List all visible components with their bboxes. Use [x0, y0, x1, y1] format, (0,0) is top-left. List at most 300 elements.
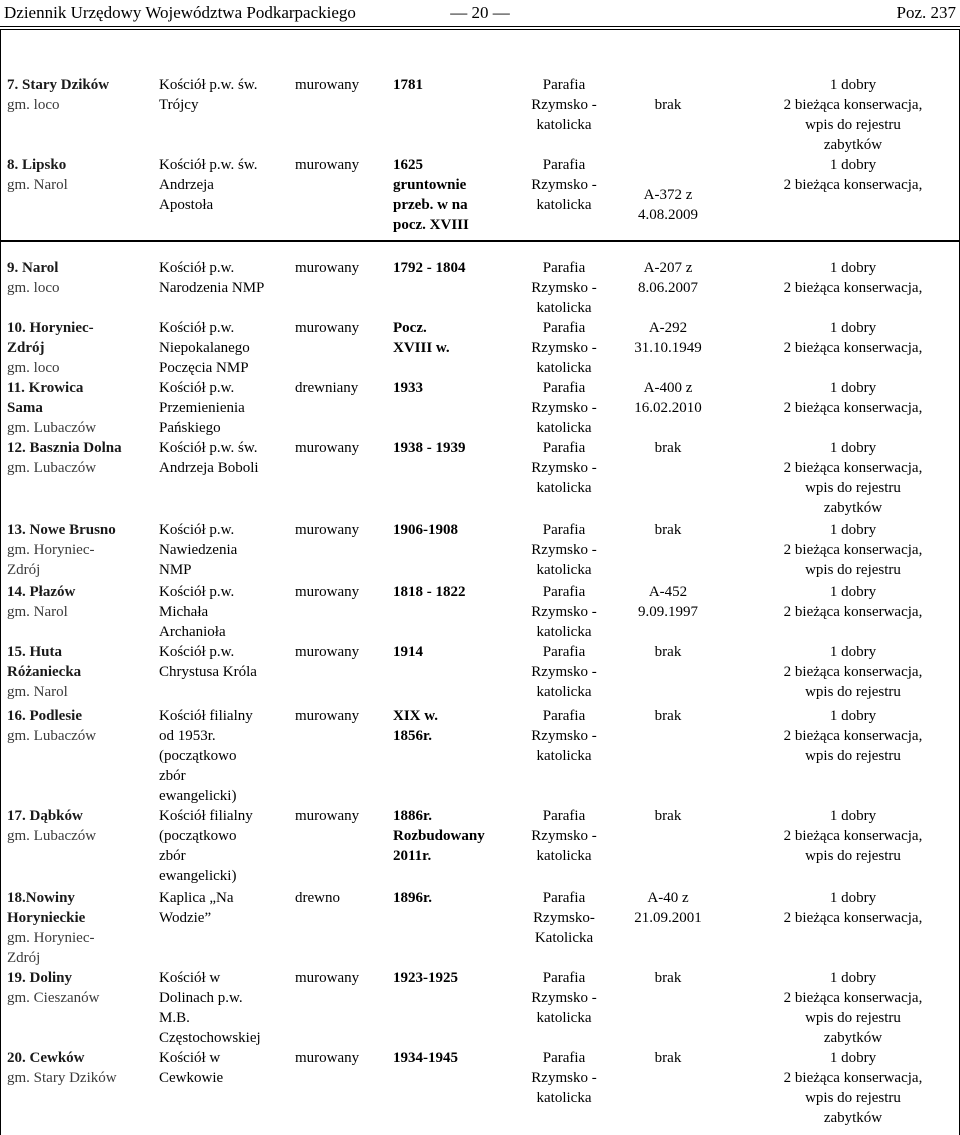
construction-date-line: 2011r. — [393, 848, 432, 864]
owner-line: Parafia — [542, 320, 586, 336]
condition — [747, 1048, 959, 1128]
gmina-name-line: Zdrój — [7, 562, 41, 578]
place-name — [7, 378, 83, 418]
construction-date-line: pocz. XVIII — [393, 217, 469, 233]
condition — [747, 520, 959, 580]
construction-date — [393, 258, 466, 278]
object-name-line: Kościół p.w. — [159, 522, 235, 538]
condition-line: 2 bieżąca konserwacja, — [783, 910, 923, 926]
object-name-line: Przemienienia — [159, 400, 245, 416]
construction-date — [393, 888, 432, 908]
construction-material-line: murowany — [295, 77, 360, 93]
owner — [518, 888, 610, 948]
place-name-line: Sama — [7, 400, 43, 416]
construction-date — [393, 642, 423, 662]
object-name-line: Pańskiego — [159, 420, 221, 436]
construction-material — [295, 318, 359, 338]
condition-line: 2 bieżąca konserwacja, — [783, 664, 923, 680]
construction-material-line: murowany — [295, 440, 360, 456]
register-entry-line: A-400 z — [643, 380, 693, 396]
place-name-line: 11. Krowica — [7, 380, 84, 396]
construction-material — [295, 706, 359, 726]
condition-line: 2 bieżąca konserwacja, — [783, 400, 923, 416]
position-number: Poz. 237 — [896, 3, 956, 22]
construction-material-line: murowany — [295, 157, 360, 173]
condition-line: 2 bieżąca konserwacja, — [783, 542, 923, 558]
condition — [747, 642, 959, 702]
register-entry-line: A-292 — [648, 320, 688, 336]
construction-material — [295, 520, 359, 540]
condition-line: 2 bieżąca konserwacja, — [783, 97, 923, 113]
object-name-line: ewangelicki) — [159, 868, 237, 884]
object-name-line: Kościół p.w. — [159, 380, 235, 396]
gmina-name-line: gm. loco — [7, 280, 60, 296]
page-number: — 20 — — [450, 3, 510, 22]
gmina-name-line: gm. Lubaczów — [7, 828, 97, 844]
gmina-name — [7, 458, 96, 478]
condition-line: wpis do rejestru — [805, 1090, 901, 1106]
owner-line: katolicka — [536, 300, 592, 316]
place-name-line: 16. Podlesie — [7, 708, 82, 724]
construction-date-line: XVIII w. — [393, 340, 450, 356]
owner-line: Rzymsko - — [531, 828, 597, 844]
object-name-line: Chrystusa Króla — [159, 664, 257, 680]
owner — [518, 642, 610, 702]
register-entry-line: brak — [654, 97, 682, 113]
owner-line: katolicka — [536, 480, 592, 496]
condition — [747, 706, 959, 766]
construction-material — [295, 888, 340, 908]
register-entry-line: brak — [654, 1050, 682, 1066]
object-name — [159, 378, 245, 438]
register-entry-line: brak — [654, 522, 682, 538]
owner-line: katolicka — [536, 197, 592, 213]
object-name-line: Narodzenia NMP — [159, 280, 265, 296]
condition-line: 2 bieżąca konserwacja, — [783, 280, 923, 296]
owner — [518, 706, 610, 766]
condition-line: 1 dobry — [829, 970, 877, 986]
register-entry — [623, 642, 713, 662]
register-entry-line: 8.06.2007 — [638, 280, 698, 296]
object-name-line: Andrzeja — [159, 177, 214, 193]
register-entry-line: brak — [654, 440, 682, 456]
gmina-name — [7, 540, 94, 580]
place-name — [7, 1048, 85, 1068]
condition-line: wpis do rejestru — [805, 748, 901, 764]
owner-line: katolicka — [536, 360, 592, 376]
object-name — [159, 888, 234, 928]
condition-line: 2 bieżąca konserwacja, — [783, 828, 923, 844]
object-name-line: Dolinach p.w. — [159, 990, 243, 1006]
construction-material-line: murowany — [295, 644, 360, 660]
register-entry-line: A-40 z — [647, 890, 689, 906]
owner-line: Rzymsko - — [531, 177, 597, 193]
register-entry-line: 16.02.2010 — [634, 400, 702, 416]
register-entry — [623, 258, 713, 298]
construction-material-line: murowany — [295, 260, 360, 276]
register-entry-line: A-207 z — [643, 260, 693, 276]
condition-line: 1 dobry — [829, 522, 877, 538]
place-name-line: 18.Nowiny — [7, 890, 75, 906]
place-name — [7, 318, 94, 358]
condition — [747, 378, 959, 418]
owner-line: katolicka — [536, 1010, 592, 1026]
gmina-name — [7, 726, 96, 746]
place-name — [7, 155, 66, 175]
object-name-line: Kościół w — [159, 970, 221, 986]
condition-line: 2 bieżąca konserwacja, — [783, 1070, 923, 1086]
object-name-line: Kościół p.w. św. — [159, 440, 258, 456]
gmina-name-line: gm. Lubaczów — [7, 420, 97, 436]
construction-date-line: 1896r. — [393, 890, 433, 906]
condition-line: 1 dobry — [829, 890, 877, 906]
owner-line: katolicka — [536, 562, 592, 578]
register-entry-line: 31.10.1949 — [634, 340, 702, 356]
place-name-line: 10. Horyniec- — [7, 320, 94, 336]
owner-line: katolicka — [536, 420, 592, 436]
owner-line: Parafia — [542, 708, 586, 724]
object-name-line: Andrzeja Boboli — [159, 460, 259, 476]
construction-date-line: 1792 - 1804 — [393, 260, 466, 276]
construction-material-line: murowany — [295, 970, 360, 986]
construction-material-line: murowany — [295, 522, 360, 538]
object-name — [159, 155, 257, 215]
condition-line: 2 bieżąca konserwacja, — [783, 604, 923, 620]
owner-line: Rzymsko- — [533, 910, 595, 926]
place-name — [7, 968, 72, 988]
construction-date-line: 1906-1908 — [393, 522, 458, 538]
object-name — [159, 968, 261, 1048]
construction-date — [393, 706, 438, 746]
condition-line: 1 dobry — [829, 320, 877, 336]
object-name-line: Kościół p.w. — [159, 644, 235, 660]
gmina-name — [7, 928, 94, 968]
gmina-name — [7, 95, 60, 115]
place-name-line: 14. Płazów — [7, 584, 76, 600]
object-name-line: Archanioła — [159, 624, 226, 640]
gmina-name-line: gm. Narol — [7, 177, 68, 193]
construction-material — [295, 582, 359, 602]
place-name — [7, 438, 122, 458]
object-name — [159, 642, 257, 682]
register-entry — [623, 378, 713, 418]
object-name-line: (początkowo — [159, 828, 237, 844]
condition-line: 1 dobry — [829, 1050, 877, 1066]
construction-date-line: Rozbudowany — [393, 828, 485, 844]
gmina-name — [7, 602, 68, 622]
owner-line: katolicka — [536, 624, 592, 640]
construction-date — [393, 378, 423, 398]
journal-title: Dziennik Urzędowy Województwa Podkarpackiego — [4, 3, 356, 22]
condition — [747, 806, 959, 866]
gmina-name-line: Zdrój — [7, 950, 41, 966]
construction-material-line: murowany — [295, 808, 360, 824]
register-entry-line: 21.09.2001 — [634, 910, 702, 926]
condition-line: 1 dobry — [829, 77, 877, 93]
register-entry-line: brak — [654, 644, 682, 660]
object-name — [159, 806, 253, 886]
owner-line: Rzymsko - — [531, 990, 597, 1006]
owner-line: Parafia — [542, 157, 586, 173]
owner-line: Parafia — [542, 890, 586, 906]
owner — [518, 258, 610, 318]
construction-material-line: murowany — [295, 584, 360, 600]
condition-line: 1 dobry — [829, 380, 877, 396]
construction-date — [393, 968, 458, 988]
register-entry — [623, 806, 713, 826]
object-name-line: Kościół p.w. — [159, 320, 235, 336]
object-name — [159, 438, 259, 478]
table-border-left — [0, 30, 1, 240]
place-name — [7, 806, 83, 826]
owner-line: Parafia — [542, 808, 586, 824]
register-entry-line: A-452 — [648, 584, 688, 600]
owner-line: Parafia — [542, 522, 586, 538]
owner — [518, 806, 610, 866]
owner-line: Rzymsko - — [531, 460, 597, 476]
construction-date — [393, 520, 458, 540]
gmina-name-line: gm. loco — [7, 97, 60, 113]
object-name — [159, 75, 257, 115]
owner-line: Rzymsko - — [531, 1070, 597, 1086]
construction-material — [295, 378, 358, 398]
condition — [747, 888, 959, 928]
owner-line: Rzymsko - — [531, 280, 597, 296]
object-name-line: Kościół p.w. — [159, 584, 235, 600]
construction-date-line: 1933 — [393, 380, 423, 396]
condition-line: 1 dobry — [829, 260, 877, 276]
place-name-line: 7. Stary Dzików — [7, 77, 110, 93]
condition-line: 1 dobry — [829, 708, 877, 724]
object-name-line: Kościół filialny — [159, 808, 253, 824]
gmina-name-line: gm. Lubaczów — [7, 728, 97, 744]
gmina-name — [7, 826, 96, 846]
object-name-line: Kościół w — [159, 1050, 221, 1066]
owner — [518, 75, 610, 135]
condition-line: 2 bieżąca konserwacja, — [783, 340, 923, 356]
gmina-name — [7, 1068, 117, 1088]
register-entry-line: brak — [654, 970, 682, 986]
object-name-line: Wodzie” — [159, 910, 212, 926]
construction-material — [295, 642, 359, 662]
place-name-line: Zdrój — [7, 340, 45, 356]
register-entry — [623, 968, 713, 988]
condition-line: wpis do rejestru — [805, 480, 901, 496]
construction-date-line: gruntownie — [393, 177, 467, 193]
header-rule — [0, 26, 960, 27]
place-name-line: Horynieckie — [7, 910, 86, 926]
object-name — [159, 258, 264, 298]
owner — [518, 1048, 610, 1108]
place-name-line: 20. Cewków — [7, 1050, 85, 1066]
gmina-name — [7, 682, 68, 702]
condition-line: 1 dobry — [829, 584, 877, 600]
object-name-line: Apostoła — [159, 197, 214, 213]
register-entry — [623, 438, 713, 458]
owner-line: Parafia — [542, 970, 586, 986]
construction-date-line: 1886r. — [393, 808, 433, 824]
owner-line: Parafia — [542, 440, 586, 456]
condition-line: 1 dobry — [829, 808, 877, 824]
construction-material — [295, 968, 359, 988]
construction-material-line: drewniany — [295, 380, 359, 396]
condition — [747, 968, 959, 1048]
object-name-line: Cewkowie — [159, 1070, 224, 1086]
header-rule-2 — [0, 29, 960, 30]
gmina-name-line: gm. Horyniec- — [7, 542, 95, 558]
place-name — [7, 520, 116, 540]
condition-line: 2 bieżąca konserwacja, — [783, 728, 923, 744]
register-entry — [623, 318, 713, 358]
construction-date-line: przeb. w na — [393, 197, 468, 213]
object-name-line: zbór — [159, 768, 186, 784]
owner-line: Rzymsko - — [531, 542, 597, 558]
condition-line: wpis do rejestru — [805, 1010, 901, 1026]
place-name — [7, 642, 81, 682]
place-name-line: 9. Narol — [7, 260, 59, 276]
place-name-line: 17. Dąbków — [7, 808, 83, 824]
condition — [747, 318, 959, 358]
object-name-line: Michała — [159, 604, 209, 620]
construction-date-line: 1625 — [393, 157, 423, 173]
object-name-line: Kościół p.w. — [159, 260, 235, 276]
gmina-name-line: gm. Narol — [7, 684, 68, 700]
register-entry — [623, 888, 713, 928]
owner-line: Parafia — [542, 1050, 586, 1066]
condition-line: zabytków — [823, 1110, 883, 1126]
register-entry-line: A-372 z — [643, 187, 693, 203]
register-entry — [623, 95, 713, 115]
construction-material-line: murowany — [295, 320, 360, 336]
construction-material-line: murowany — [295, 1050, 360, 1066]
construction-date-line: XIX w. — [393, 708, 439, 724]
condition-line: zabytków — [823, 137, 883, 153]
object-name-line: od 1953r. — [159, 728, 216, 744]
object-name-line: Kościół filialny — [159, 708, 253, 724]
object-name-line: Kościół p.w. św. — [159, 157, 258, 173]
place-name-line: 8. Lipsko — [7, 157, 67, 173]
condition — [747, 438, 959, 518]
construction-date — [393, 318, 450, 358]
construction-date — [393, 155, 469, 235]
owner-line: Rzymsko - — [531, 604, 597, 620]
object-name — [159, 582, 234, 642]
condition-line: wpis do rejestru — [805, 562, 901, 578]
condition-line: wpis do rejestru — [805, 848, 901, 864]
register-entry-line: brak — [654, 808, 682, 824]
construction-material — [295, 806, 359, 826]
object-name-line: (początkowo — [159, 748, 237, 764]
construction-date-line: 1923-1925 — [393, 970, 458, 986]
object-name-line: Kaplica „Na — [159, 890, 234, 906]
place-name-line: 13. Nowe Brusno — [7, 522, 116, 538]
condition — [747, 155, 959, 195]
object-name — [159, 520, 237, 580]
construction-material-line: drewno — [295, 890, 340, 906]
register-entry-line: 4.08.2009 — [638, 207, 698, 223]
object-name-line: Poczęcia NMP — [159, 360, 249, 376]
object-name-line: Trójcy — [159, 97, 199, 113]
construction-date — [393, 806, 485, 866]
object-name — [159, 1048, 223, 1088]
condition-line: wpis do rejestru — [805, 684, 901, 700]
condition-line: 1 dobry — [829, 644, 877, 660]
object-name-line: NMP — [159, 562, 192, 578]
owner-line: Rzymsko - — [531, 400, 597, 416]
construction-material — [295, 258, 359, 278]
gmina-name-line: gm. Horyniec- — [7, 930, 95, 946]
gmina-name-line: gm. Stary Dzików — [7, 1070, 117, 1086]
owner — [518, 438, 610, 498]
condition-line: 2 bieżąca konserwacja, — [783, 990, 923, 1006]
condition-line: zabytków — [823, 500, 883, 516]
owner-line: Rzymsko - — [531, 664, 597, 680]
construction-date-line: 1856r. — [393, 728, 433, 744]
owner-line: Parafia — [542, 77, 586, 93]
table-border-left-2 — [0, 242, 1, 1135]
place-name — [7, 75, 109, 95]
object-name-line: M.B. — [159, 1010, 190, 1026]
register-entry — [623, 706, 713, 726]
condition — [747, 75, 959, 155]
construction-date — [393, 1048, 458, 1068]
condition-line: 2 bieżąca konserwacja, — [783, 460, 923, 476]
construction-date-line: 1914 — [393, 644, 423, 660]
owner — [518, 582, 610, 642]
place-name-line: 12. Basznia Dolna — [7, 440, 122, 456]
owner-line: katolicka — [536, 848, 592, 864]
construction-material — [295, 1048, 359, 1068]
owner-line: Parafia — [542, 644, 586, 660]
condition-line: 1 dobry — [829, 157, 877, 173]
owner-line: Rzymsko - — [531, 97, 597, 113]
object-name-line: Częstochowskiej — [159, 1030, 261, 1046]
owner-line: katolicka — [536, 117, 592, 133]
construction-date-line: 1818 - 1822 — [393, 584, 466, 600]
owner-line: katolicka — [536, 1090, 592, 1106]
owner-line: Parafia — [542, 584, 586, 600]
owner — [518, 520, 610, 580]
owner — [518, 968, 610, 1028]
object-name — [159, 318, 250, 378]
place-name — [7, 258, 58, 278]
condition — [747, 582, 959, 622]
owner-line: Katolicka — [534, 930, 594, 946]
construction-date-line: 1781 — [393, 77, 423, 93]
owner-line: katolicka — [536, 748, 592, 764]
owner-line: Rzymsko - — [531, 340, 597, 356]
gmina-name-line: gm. Narol — [7, 604, 68, 620]
condition-line: wpis do rejestru — [805, 117, 901, 133]
gmina-name-line: gm. Lubaczów — [7, 460, 97, 476]
condition-line: zabytków — [823, 1030, 883, 1046]
register-entry — [623, 582, 713, 622]
construction-date — [393, 75, 423, 95]
object-name-line: Kościół p.w. św. — [159, 77, 258, 93]
owner-line: Parafia — [542, 380, 586, 396]
place-name — [7, 582, 75, 602]
construction-date — [393, 582, 466, 602]
register-entry-line: brak — [654, 708, 682, 724]
condition-line: 1 dobry — [829, 440, 877, 456]
register-entry — [623, 185, 713, 225]
owner — [518, 378, 610, 438]
gmina-name — [7, 175, 68, 195]
condition — [747, 258, 959, 298]
owner-line: Parafia — [542, 260, 586, 276]
owner — [518, 155, 610, 215]
place-name-line: 19. Doliny — [7, 970, 73, 986]
